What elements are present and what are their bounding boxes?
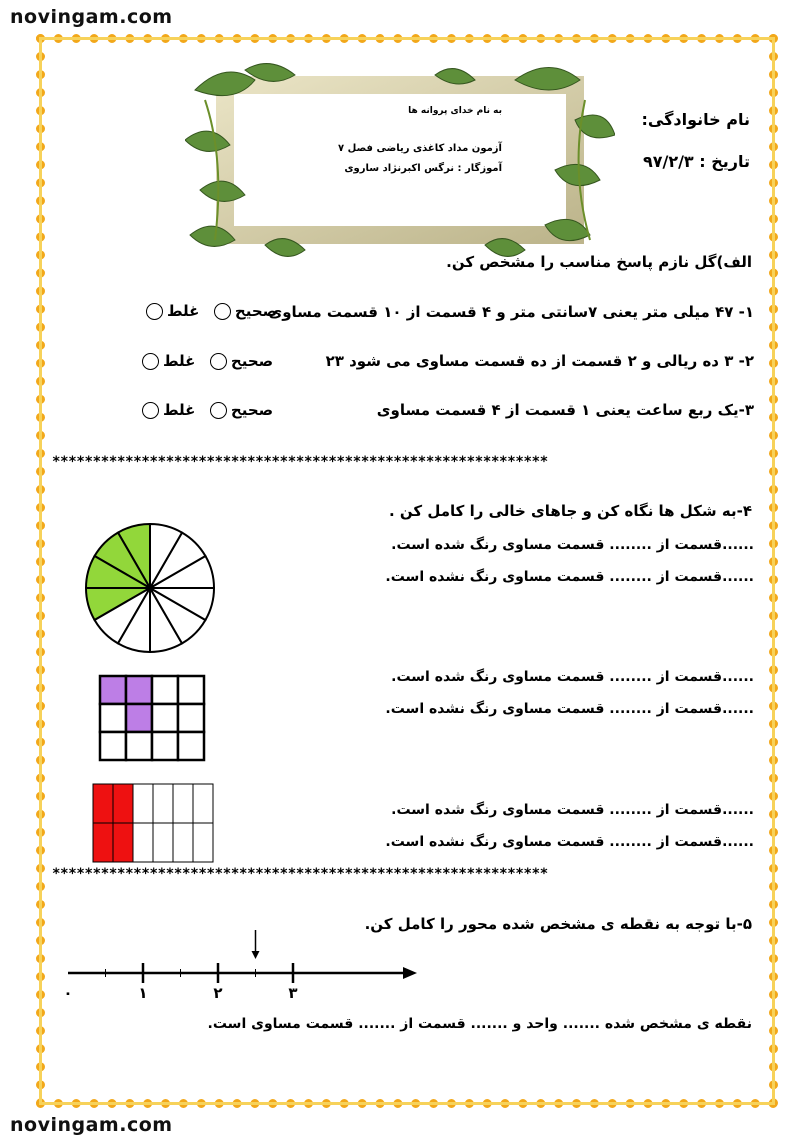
strip-cell: [153, 823, 173, 862]
false-radio[interactable]: [146, 303, 163, 320]
circle-shaded-line: ......قسمت از ........ قسمت مساوی رنگ شده است.: [391, 537, 754, 553]
strip-cell: [153, 784, 173, 823]
separator-1: *************************************************************: [52, 454, 548, 470]
question-2: ۲- ۳ ده ریالی و ۲ قسمت از ده قسمت مساوی می شود ۲۳: [325, 352, 754, 370]
question-1: ۱- ۴۷ میلی متر یعنی ۷سانتی متر و ۴ قسمت از ۱۰ قسمت مساوی: [268, 303, 754, 321]
axis-tick-label: ۰: [63, 984, 73, 1002]
false-label: غلط: [163, 352, 196, 370]
true-radio[interactable]: [214, 303, 231, 320]
true-radio[interactable]: [210, 353, 227, 370]
grid-fraction-shape: [98, 674, 208, 764]
false-radio[interactable]: [142, 402, 159, 419]
grid-shaded-line: ......قسمت از ........ قسمت مساوی رنگ شده است.: [391, 669, 754, 685]
circle-unshaded-line: ......قسمت از ........ قسمت مساوی رنگ نشده است.: [385, 569, 754, 585]
axis-tick-label: ۱: [138, 984, 148, 1002]
strip-cell: [173, 823, 193, 862]
family-name-label: نام خانوادگی:: [641, 110, 750, 129]
false-radio[interactable]: [142, 353, 159, 370]
true-radio[interactable]: [210, 402, 227, 419]
strip-cell: [173, 784, 193, 823]
strip-cell: [93, 784, 113, 823]
separator-2: *************************************************************: [52, 866, 548, 882]
false-label: غلط: [163, 401, 196, 419]
question-2-options: [138, 352, 273, 370]
false-label: غلط: [167, 302, 200, 320]
section-a-instruction: الف)گل نازم پاسخ مناسب را مشخص کن.: [446, 253, 752, 271]
strip-cell: [193, 823, 213, 862]
circle-fraction-shape: [82, 520, 218, 656]
axis-tick-label: ۳: [288, 984, 298, 1002]
grid-cell: [178, 704, 204, 732]
strip-unshaded-line: ......قسمت از ........ قسمت مساوی رنگ نشده است.: [385, 834, 754, 850]
axis-tick-label: ۲: [213, 984, 223, 1002]
strip-cell: [133, 784, 153, 823]
strip-shaded-line: ......قسمت از ........ قسمت مساوی رنگ شده است.: [391, 802, 754, 818]
question-3-options: [138, 401, 273, 419]
exam-title: آزمون مداد کاغذی ریاضی فصل ۷: [338, 143, 502, 154]
question-1-options: [142, 302, 277, 320]
strip-fraction-shape: [92, 783, 217, 865]
bismillah: به نام خدای پروانه ها: [408, 106, 502, 116]
grid-cell: [100, 704, 126, 732]
strip-cell: [93, 823, 113, 862]
watermark-top: novingam.com: [10, 6, 173, 28]
grid-cell: [100, 676, 126, 704]
teacher-name: آموزگار : نرگس اکبرنژاد ساروی: [344, 163, 502, 174]
question-5-instruction: ۵-با توجه به نقطه ی مشخص شده محور را کامل کن.: [364, 915, 752, 933]
number-line: [60, 925, 430, 1005]
axis-arrowhead: [403, 967, 417, 979]
question-3: ۳-یک ربع ساعت یعنی ۱ قسمت از ۴ قسمت مساوی: [376, 401, 754, 419]
grid-cell: [178, 732, 204, 760]
strip-cell: [113, 823, 133, 862]
grid-cell: [152, 732, 178, 760]
grid-cell: [152, 676, 178, 704]
strip-cell: [133, 823, 153, 862]
marked-point-arrow: [252, 930, 260, 959]
grid-cell: [126, 704, 152, 732]
grid-cell: [100, 732, 126, 760]
strip-cell: [193, 784, 213, 823]
question-4-instruction: ۴-به شکل ها نگاه کن و جاهای خالی را کامل کن .: [388, 502, 752, 520]
grid-cell: [178, 676, 204, 704]
grid-cell: [152, 704, 178, 732]
grid-cell: [126, 732, 152, 760]
question-5-answer-line: نقطه ی مشخص شده ....... واحد و ....... قسمت از ....... قسمت مساوی است.: [207, 1016, 752, 1032]
true-label: صحیح: [230, 401, 274, 419]
strip-cell: [113, 784, 133, 823]
watermark-bottom: novingam.com: [10, 1114, 173, 1136]
true-label: صحیح: [234, 302, 278, 320]
true-label: صحیح: [230, 352, 274, 370]
exam-date: تاریخ : ۹۷/۲/۳: [642, 152, 750, 171]
grid-unshaded-line: ......قسمت از ........ قسمت مساوی رنگ نشده است.: [385, 701, 754, 717]
grid-cell: [126, 676, 152, 704]
